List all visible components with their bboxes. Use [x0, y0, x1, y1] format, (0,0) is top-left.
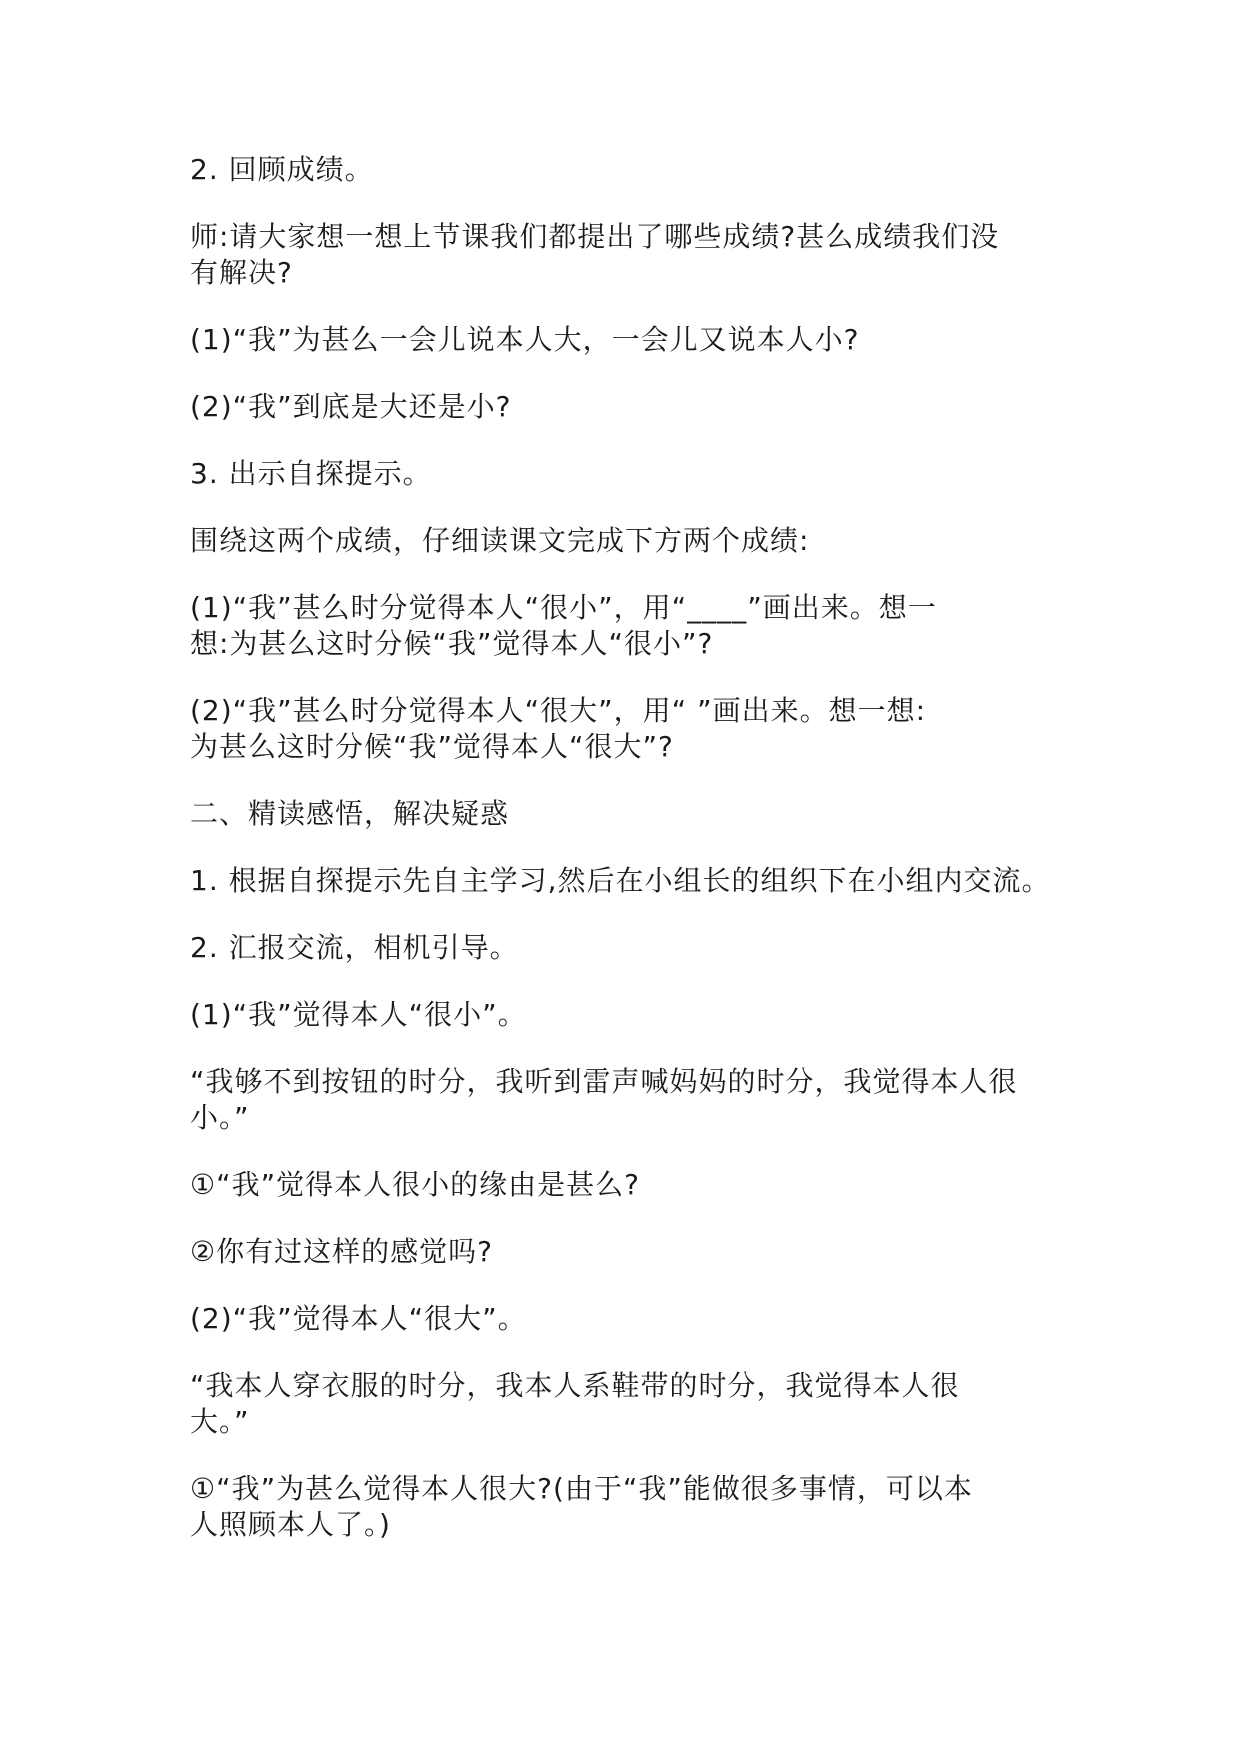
text-line: “我本人穿衣服的时分，我本人系鞋带的时分，我觉得本人很 [190, 1369, 960, 1402]
text-line: 人照顾本人了。) [190, 1508, 391, 1541]
paragraph-step-1 [190, 863, 1070, 899]
text-line: (2)“我”觉得本人“很大”。 [190, 1302, 527, 1335]
text-line: (2)“我”甚么时分觉得本人“很大”，用“ ”画出来。想一想: [190, 694, 927, 727]
paragraph-feel-small [190, 997, 1070, 1033]
paragraph-question-2 [190, 389, 1070, 425]
text-line: (1)“我”觉得本人“很小”。 [190, 998, 527, 1031]
text-line: “我够不到按钮的时分，我听到雷声喊妈妈的时分，我觉得本人很 [190, 1065, 1018, 1098]
text-line: 师:请大家想一想上节课我们都提出了哪些成绩?甚么成绩我们没 [190, 220, 1000, 253]
text-line: 大。” [190, 1405, 250, 1438]
text-line: (1)“我”为甚么一会儿说本人大，一会儿又说本人小? [190, 323, 860, 356]
paragraph-question-1 [190, 322, 1070, 358]
text-line: 2. 汇报交流，相机引导。 [190, 931, 519, 964]
section-heading-intensive-reading [190, 796, 1070, 832]
text-line: ①“我”觉得本人很小的缘由是甚么? [190, 1168, 640, 1201]
text-line: 围绕这两个成绩，仔细读课文完成下方两个成绩: [190, 524, 810, 557]
paragraph-teacher-question [190, 219, 1070, 291]
paragraph-step-2 [190, 930, 1070, 966]
text-line: (1)“我”甚么时分觉得本人“很小”，用“____”画出来。想一 [190, 591, 937, 624]
text-line: 2. 回顾成绩。 [190, 153, 374, 186]
paragraph-experience [190, 1234, 1070, 1270]
document-body [190, 152, 1070, 1574]
paragraph-feel-big [190, 1301, 1070, 1337]
text-line: ②你有过这样的感觉吗? [190, 1235, 493, 1268]
paragraph-reason-small [190, 1167, 1070, 1203]
paragraph-reason-big [190, 1471, 1070, 1543]
text-line: 1. 根据自探提示先自主学习,然后在小组长的组织下在小组内交流。 [190, 864, 1051, 897]
quote-feel-big [190, 1368, 1070, 1440]
text-line: 小。” [190, 1101, 250, 1134]
text-line: ①“我”为甚么觉得本人很大?(由于“我”能做很多事情，可以本 [190, 1472, 973, 1505]
text-line: (2)“我”到底是大还是小? [190, 390, 512, 423]
text-line: 3. 出示自探提示。 [190, 457, 432, 490]
quote-feel-small [190, 1064, 1070, 1136]
paragraph-task-small [190, 590, 1070, 662]
text-line: 想:为甚么这时分候“我”觉得本人“很小”? [190, 627, 714, 660]
paragraph-task-big [190, 693, 1070, 765]
text-line: 有解决? [190, 256, 293, 289]
paragraph-self-explore-heading [190, 456, 1070, 492]
paragraph-instructions [190, 523, 1070, 559]
text-line: 为甚么这时分候“我”觉得本人“很大”? [190, 730, 674, 763]
text-line: 二、精读感悟，解决疑惑 [190, 797, 510, 830]
paragraph-review-heading [190, 152, 1070, 188]
